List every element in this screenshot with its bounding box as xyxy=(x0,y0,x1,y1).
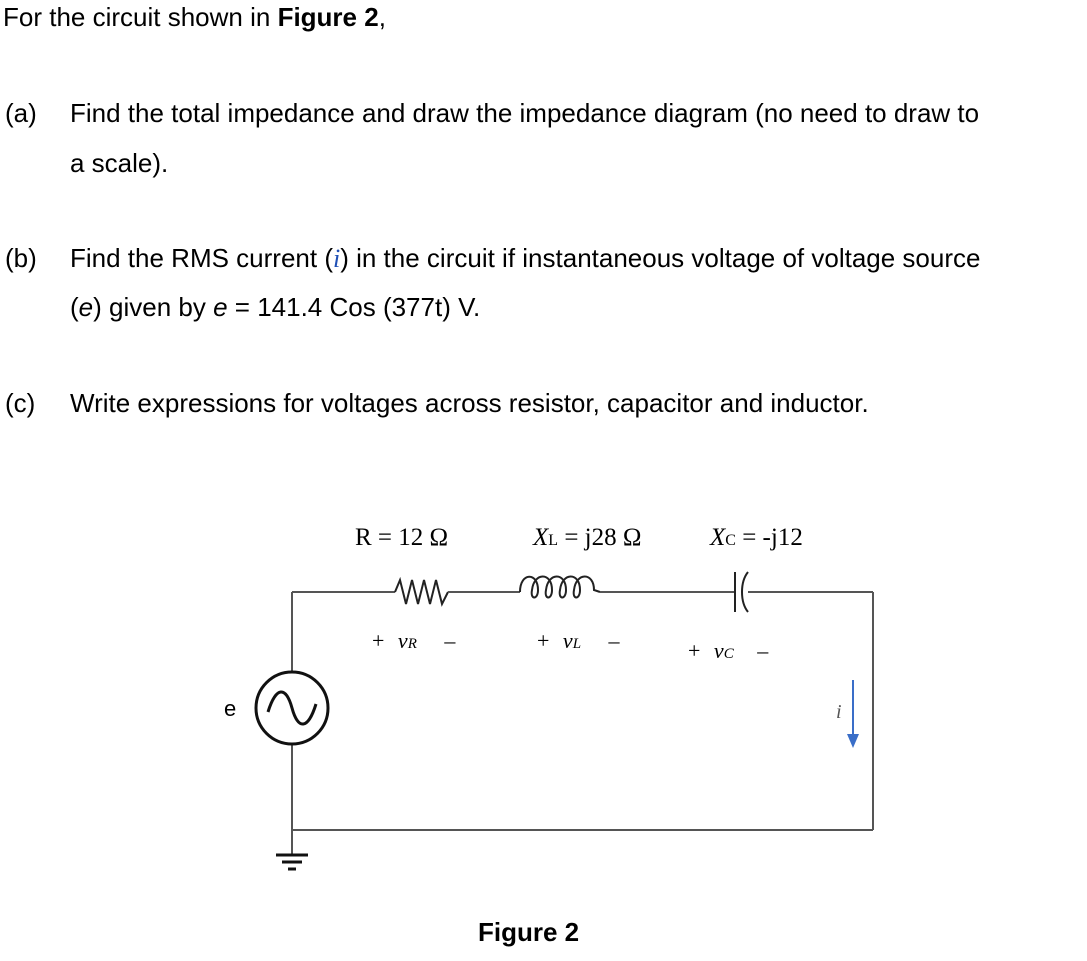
capacitor-label-val: = -j12 xyxy=(735,524,803,551)
capacitor-plate-2 xyxy=(742,572,748,612)
question-b-line1-prefix: Find the RMS current ( xyxy=(70,243,333,273)
source-label: e xyxy=(224,696,237,721)
vr-sub: R xyxy=(407,636,417,652)
inductor-symbol xyxy=(520,577,600,598)
inductor-label xyxy=(533,525,641,550)
vc-sym: v xyxy=(713,638,724,663)
inductor-label-val: = j28 Ω xyxy=(558,524,642,551)
source-variable: e xyxy=(78,292,94,322)
vr-plus: + xyxy=(372,628,385,653)
intro-suffix: , xyxy=(378,2,386,32)
question-a-line1: Find the total impedance and draw the impedance diagram (no need to draw to xyxy=(70,98,980,128)
intro-prefix: For the circuit shown in xyxy=(3,2,278,32)
question-b-line2-prefix: ( xyxy=(70,292,79,322)
vl-minus: – xyxy=(608,628,620,653)
resistor-label: R = 12 Ω xyxy=(355,524,449,551)
vl-label xyxy=(537,630,620,652)
vr-label xyxy=(372,630,455,652)
vl-sym: v xyxy=(562,628,573,653)
current-variable: i xyxy=(332,244,341,273)
vc-sub: C xyxy=(723,646,734,662)
inductor-label-sym: X xyxy=(533,524,549,551)
question-b-line2-mid: ) given by xyxy=(93,292,214,322)
current-label: i xyxy=(836,701,842,723)
current-arrow-head xyxy=(847,734,859,748)
capacitor-label xyxy=(710,525,803,550)
capacitor-label-sub: C xyxy=(725,532,736,549)
resistor-symbol xyxy=(395,580,448,604)
ground-icon xyxy=(276,855,308,869)
figure-caption: Figure 2 xyxy=(478,917,580,947)
question-b-line2-suffix: = 141.4 Cos (377t) V. xyxy=(227,292,481,322)
vc-plus: + xyxy=(688,638,701,663)
vl-plus: + xyxy=(537,628,550,653)
vc-minus: – xyxy=(757,638,769,663)
question-b-line1-suffix: ) in the circuit if instantaneous voltage of voltage source xyxy=(340,243,981,273)
vr-sym: v xyxy=(397,628,408,653)
vr-minus: – xyxy=(444,628,456,653)
question-c-line1: Write expressions for voltages across resistor, capacitor and inductor. xyxy=(70,388,869,418)
inductor-label-sub: L xyxy=(548,532,559,549)
vl-sub: L xyxy=(572,636,582,652)
figure-ref: Figure 2 xyxy=(277,2,379,32)
vc-label xyxy=(688,640,768,662)
question-c-label: (c) xyxy=(5,388,36,418)
question-a-line2: a scale). xyxy=(70,148,169,178)
capacitor-label-sym: X xyxy=(710,524,726,551)
source-variable-2: e xyxy=(213,292,228,322)
question-b-label: (b) xyxy=(5,243,37,273)
question-a-label: (a) xyxy=(5,98,37,128)
